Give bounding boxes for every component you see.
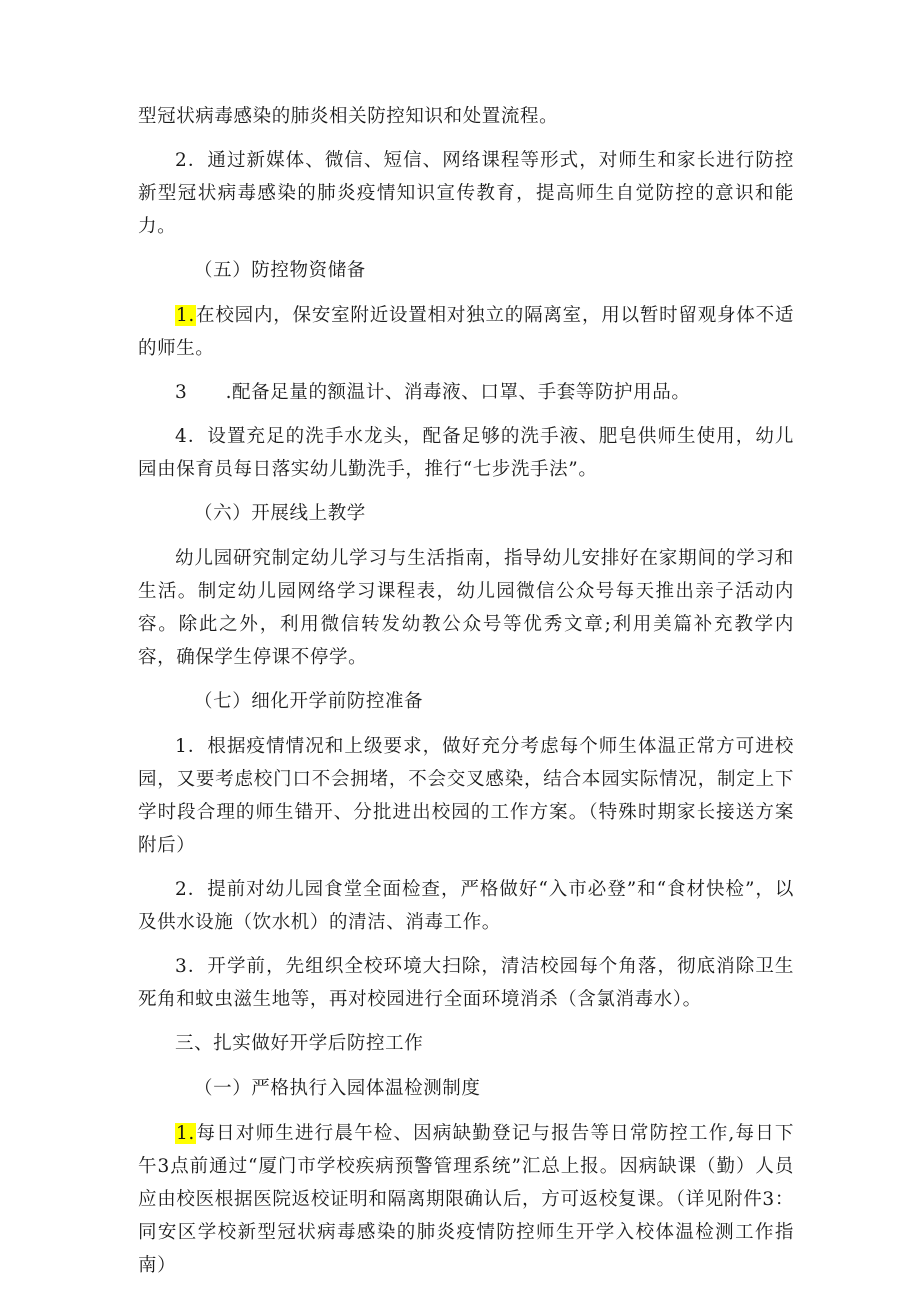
heading-pre-opening: （七）细化开学前防控准备 — [194, 691, 424, 712]
paragraph-text: 在校园内，保安室附近设置相对独立的隔离室，用以暂时留观身体不适的师生。 — [138, 305, 794, 359]
paragraph-isolation-room — [138, 299, 794, 365]
heading-supplies: （五）防控物资储备 — [194, 260, 366, 281]
paragraph-continuation: 型冠状病毒感染的肺炎相关防控知识和处置流程。 — [138, 106, 559, 127]
highlighted-item-number: 1. — [176, 1123, 195, 1144]
paragraph-media-education: 2．通过新媒体、微信、短信、网络课程等形式，对师生和家长进行防控新型冠状病毒感染的肺炎疫情知识宣传教育，提高师生自觉防控的意识和能力。 — [138, 150, 794, 237]
paragraph-protective-supplies: 3 .配备足量的额温计、消毒液、口罩、手套等防护用品。 — [175, 382, 691, 403]
paragraph-text: 每日对师生进行晨午检、因病缺勤登记与报告等日常防控工作,每日下午3点前通过“厦门市学校疾病预警管理系统”汇总上报。因病缺课（勤）人员应由校医根据医院返校证明和隔离期限确认后，方可返校复课。（详见附件3：同安区学校新型冠状病毒感染的肺炎疫情防控师生开学入校体温检测工作指南） — [138, 1123, 794, 1276]
document-page — [138, 100, 794, 1293]
paragraph-staggered-entry: 1．根据疫情情况和上级要求，做好充分考虑每个师生体温正常方可进校园，又要考虑校门口不会拥堵，不会交叉感染，结合本园实际情况，制定上下学时段合理的师生错开、分批进出校园的工作方案。（特殊时期家长接送方案附后） — [138, 736, 794, 856]
paragraph-canteen-check: 2．提前对幼儿园食堂全面检查，严格做好“入市必登”和“食材快检”，以及供水设施（饮水机）的清洁、消毒工作。 — [138, 879, 794, 933]
paragraph-daily-checks — [138, 1117, 794, 1282]
paragraph-online-guidance: 幼儿园研究制定幼儿学习与生活指南，指导幼儿安排好在家期间的学习和生活。制定幼儿园网络学习课程表，幼儿园微信公众号每天推出亲子活动内容。除此之外，利用微信转发幼教公众号等优秀文章;利用美篇补充教学内容，确保学生停课不停学。 — [138, 548, 794, 668]
paragraph-cleaning: 3．开学前，先组织全校环境大扫除，清洁校园每个角落，彻底消除卫生死角和蚊虫滋生地等，再对校园进行全面环境消杀（含氯消毒水）。 — [138, 956, 794, 1010]
paragraph-hand-washing: 4．设置充足的洗手水龙头，配备足够的洗手液、肥皂供师生使用，幼儿园由保育员每日落实幼儿勤洗手，推行“七步洗手法”。 — [138, 426, 794, 480]
highlighted-item-number: 1. — [176, 305, 195, 326]
heading-online-teaching: （六）开展线上教学 — [194, 503, 366, 524]
heading-temperature-check: （一）严格执行入园体温检测制度 — [194, 1078, 481, 1099]
section-heading-after-opening: 三、扎实做好开学后防控工作 — [175, 1033, 424, 1054]
